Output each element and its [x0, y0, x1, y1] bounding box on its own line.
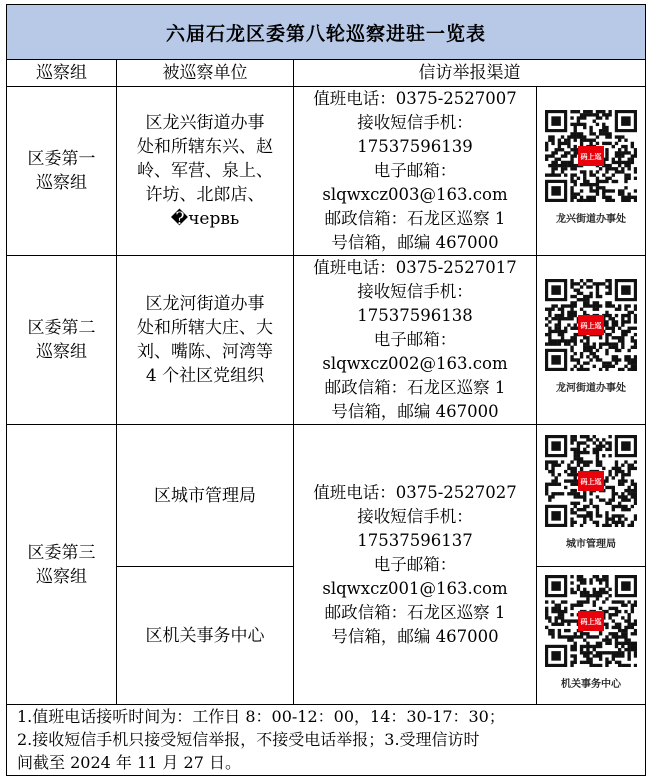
qr-cell — [537, 87, 645, 256]
mail-line: 号信箱，邮编 467000 — [331, 233, 499, 252]
duty-phone: 值班电话：0375-2527007 — [313, 89, 517, 108]
page-title: 六届石龙区委第八轮巡察进驻一览表 — [7, 5, 645, 60]
note-line: 间截至 2024 年 11 月 27 日。 — [17, 753, 241, 772]
unit-line: 岭、军营、泉上、 — [137, 161, 273, 181]
group-name: 区委第一 — [27, 149, 96, 169]
unit-cell — [117, 87, 294, 256]
email-address: slqwxcz001@163.com — [322, 578, 508, 598]
group-cell — [7, 256, 117, 425]
group-cell — [7, 425, 117, 705]
qr-badge-text: 码上巡 — [580, 617, 602, 626]
qr-label: 城市管理局 — [566, 538, 616, 550]
group-cell — [7, 87, 117, 256]
sms-label: 接收短信手机： — [357, 113, 473, 132]
mail-line: 号信箱，邮编 467000 — [331, 402, 499, 421]
sms-label: 接收短信手机： — [357, 506, 473, 526]
qr-code-icon[interactable] — [545, 435, 637, 527]
qr-cell — [537, 425, 645, 567]
qr-cell — [537, 256, 645, 425]
group-suffix: 巡察组 — [36, 342, 87, 362]
sms-label: 接收短信手机： — [357, 282, 473, 301]
qr-code-icon[interactable] — [545, 110, 637, 202]
duty-phone: 值班电话：0375-2527027 — [313, 482, 517, 502]
mail-line: 邮政信箱：石龙区巡察 1 — [324, 209, 506, 228]
unit-line: 区龙河街道办事 — [145, 294, 265, 314]
table-frame — [6, 4, 646, 776]
qr-badge-text: 码上巡 — [580, 477, 602, 486]
mail-line: 邮政信箱：石龙区巡察 1 — [324, 378, 506, 397]
unit-line: 刘、嘴陈、河湾等 — [137, 342, 273, 362]
qr-code-icon[interactable] — [545, 575, 637, 667]
group-suffix: 巡察组 — [36, 173, 87, 193]
mail-line: 邮政信箱：石龙区巡察 1 — [324, 602, 506, 622]
notes — [7, 705, 645, 775]
qr-label: 龙河街道办事处 — [556, 383, 626, 394]
qr-label: 龙兴街道办事处 — [556, 214, 626, 225]
duty-phone: 值班电话：0375-2527017 — [313, 258, 517, 277]
note-line: 1.值班电话接听时间为：工作日 8：00-12：00，14：30-17：30； — [17, 707, 505, 726]
sms-number: 17537596139 — [357, 137, 473, 156]
group-name: 区委第三 — [27, 542, 96, 563]
qr-cell — [537, 567, 645, 705]
unit-line: 处和所辖大庄、大 — [137, 318, 273, 338]
sms-number: 17537596138 — [357, 306, 473, 325]
group-name: 区委第二 — [27, 318, 96, 338]
unit-line: 处和所辖东兴、赵 — [137, 137, 273, 157]
qr-label: 机关事务中心 — [561, 678, 621, 690]
email-label: 电子邮箱： — [373, 554, 457, 574]
email-address: slqwxcz002@163.com — [322, 354, 508, 373]
note-line: 2.接收短信手机只接受短信举报，不接受电话举报；3.受理信访时 — [17, 730, 480, 749]
qr-badge-text: 码上巡 — [580, 153, 602, 161]
channel-cell — [294, 87, 537, 256]
email-label: 电子邮箱： — [373, 161, 457, 180]
email-address: slqwxcz003@163.com — [322, 185, 508, 204]
unit-cell — [117, 256, 294, 425]
channel-cell — [294, 256, 537, 425]
header-channel: 信访举报渠道 — [294, 59, 645, 87]
unit-cell: 区城市管理局 — [117, 425, 294, 567]
mail-line: 号信箱，邮编 467000 — [331, 626, 499, 646]
unit-line: 4 个社区党组织 — [145, 366, 265, 386]
channel-cell — [294, 425, 537, 705]
unit-cell: 区机关事务中心 — [117, 567, 294, 705]
qr-badge-text: 码上巡 — [580, 322, 602, 330]
unit-line: 区龙兴街道办事 — [145, 113, 265, 133]
sms-number: 17537596137 — [357, 530, 473, 550]
email-label: 电子邮箱： — [373, 330, 457, 349]
group-suffix: 巡察组 — [36, 566, 87, 587]
qr-code-icon[interactable] — [545, 279, 637, 371]
header-unit: 被巡察单位 — [117, 59, 294, 87]
unit-line: 许坊、北郎店、�червь — [145, 185, 265, 229]
header-group: 巡察组 — [7, 59, 117, 87]
